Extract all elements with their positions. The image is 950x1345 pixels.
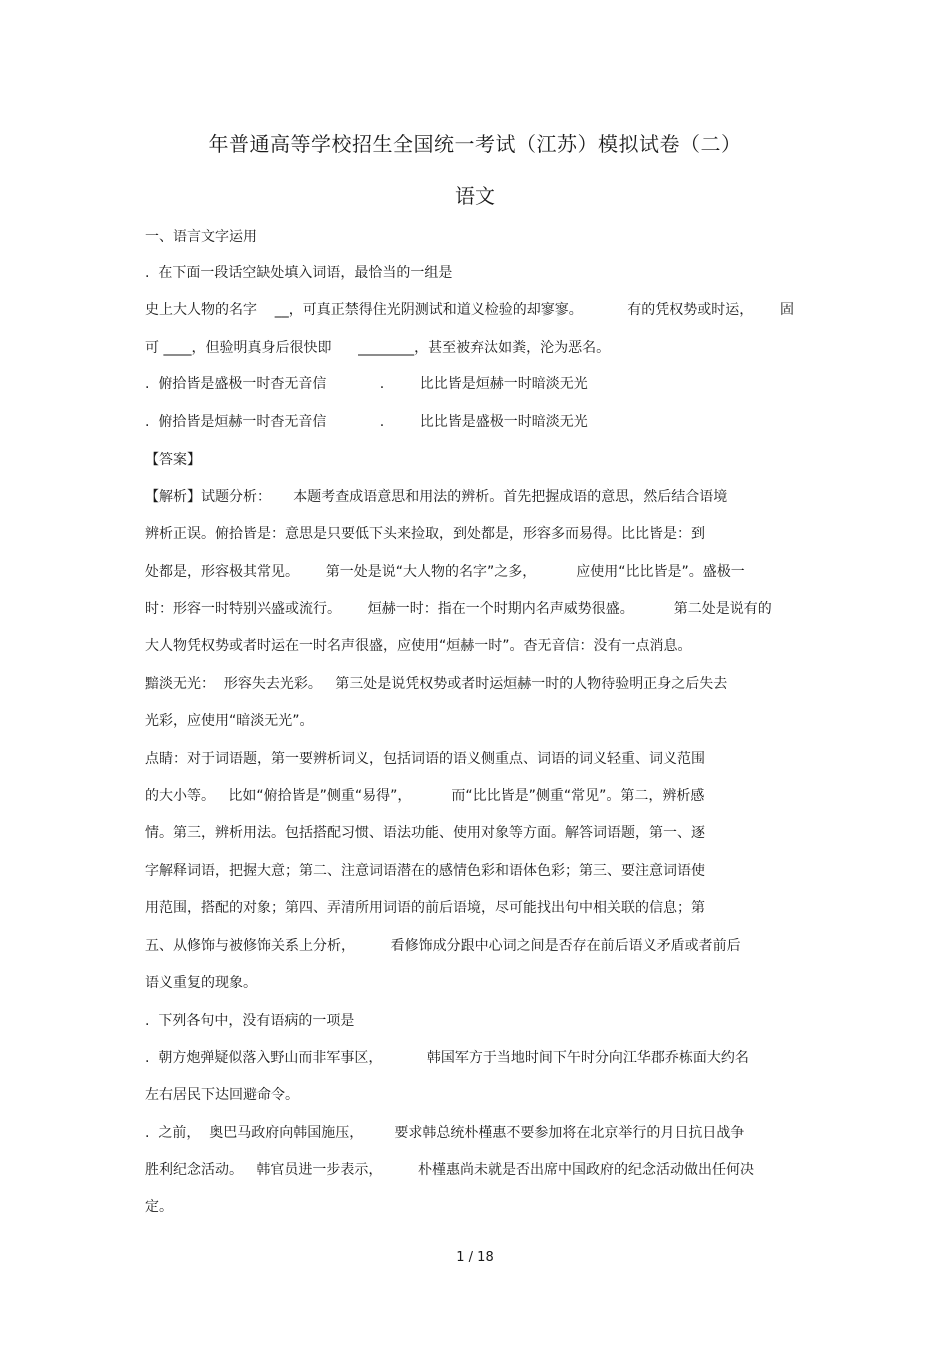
analysis-line: 光彩，应使用“暗淡无光”。: [145, 713, 314, 729]
question-1-passage-line: 史上大人物的名字 __，可真正禁得住光阴测试和道义检验的却寥寥。 有的凭权势或时运， 固: [145, 302, 795, 318]
analysis-line: 黯淡无光： 形容失去光彩。 第三处是说凭权势或者时运烜赫一时的人物待验明正身之后失去: [145, 676, 728, 692]
document-title: 年普通高等学校招生全国统一考试（江苏）模拟试卷（二）: [208, 132, 742, 156]
page-number: 1 / 18: [456, 1250, 494, 1265]
tip-line: 情。第三，辨析用法。包括搭配习惯、语法功能、使用对象等方面。解答词语题，第一、逐: [145, 825, 705, 841]
analysis-line: 【解析】试题分析： 本题考查成语意思和用法的辨析。首先把握成语的意思，然后结合语境: [145, 489, 728, 505]
tip-line: 用范围，搭配的对象；第四、弄清所用词语的前后语境，尽可能找出句中相关联的信息；第: [145, 900, 705, 916]
tip-line: 的大小等。 比如“俯拾皆是”侧重“易得”， 而“比比皆是”侧重“常见”。第二，辨析感: [145, 788, 705, 804]
question-2-option: . 之前， 奥巴马政府向韩国施压， 要求韩总统朴槿惠不要参加将在北京举行的月日抗日战争: [145, 1125, 745, 1141]
question-1-options: . 俯拾皆是烜赫一时杳无音信 . 比比皆是盛极一时暗淡无光: [145, 414, 588, 430]
question-2-option: 胜利纪念活动。 韩官员进一步表示， 朴槿惠尚未就是否出席中国政府的纪念活动做出任何决: [145, 1162, 754, 1178]
section-heading: 一、语言文字运用: [145, 229, 257, 245]
analysis-line: 辨析正误。俯拾皆是：意思是只要低下头来捡取，到处都是，形容多而易得。比比皆是：到: [145, 526, 705, 542]
tip-line: 字解释词语，把握大意；第二、注意词语潜在的感情色彩和语体色彩；第三、要注意词语使: [145, 863, 705, 879]
question-2-option: 定。: [145, 1199, 173, 1215]
question-1-options: . 俯拾皆是盛极一时杳无音信 . 比比皆是烜赫一时暗淡无光: [145, 376, 588, 392]
question-2-stem: . 下列各句中，没有语病的一项是: [145, 1013, 355, 1029]
question-1-passage-line: 可 ____，但验明真身后很快即 ________，甚至被弃汰如粪，沦为恶名。: [145, 340, 611, 356]
subject-title: 语文: [455, 184, 495, 208]
question-1-stem: . 在下面一段话空缺处填入词语，最恰当的一组是: [145, 265, 453, 281]
analysis-line: 时：形容一时特别兴盛或流行。 烜赫一时：指在一个时期内名声威势很盛。 第二处是说有的: [145, 601, 772, 617]
question-2-option: . 朝方炮弹疑似落入野山而非军事区， 韩国军方于当地时间下午时分向江华郡乔栋面大约名: [145, 1050, 749, 1066]
tip-line: 点睛：对于词语题，第一要辨析词义，包括词语的语义侧重点、词语的词义轻重、词义范围: [145, 751, 705, 767]
tip-line: 五、从修饰与被修饰关系上分析， 看修饰成分跟中心词之间是否存在前后语义矛盾或者前后: [145, 938, 741, 954]
analysis-line: 处都是，形容极其常见。 第一处是说“大人物的名字”之多， 应使用“比比皆是”。盛极一: [145, 564, 745, 580]
tip-line: 语义重复的现象。: [145, 975, 257, 991]
answer-label: 【答案】: [145, 452, 201, 468]
analysis-line: 大人物凭权势或者时运在一时名声很盛，应使用“烜赫一时”。杳无音信：没有一点消息。: [145, 638, 692, 654]
question-2-option: 左右居民下达回避命令。: [145, 1087, 299, 1103]
